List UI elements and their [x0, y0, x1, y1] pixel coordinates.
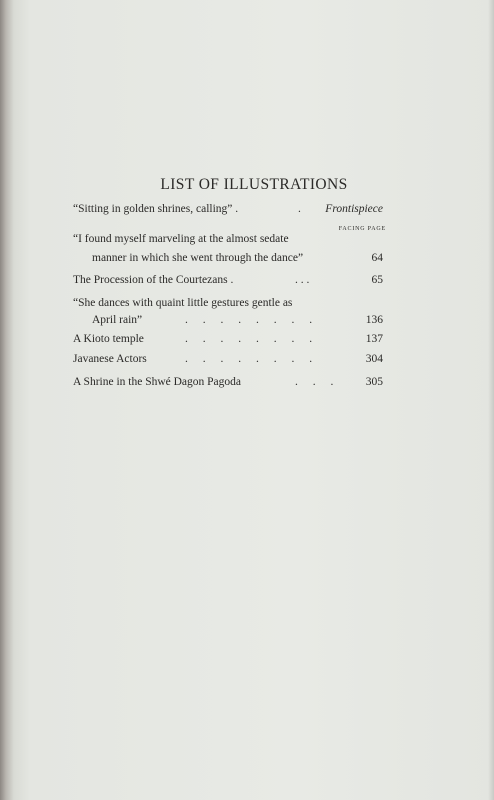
entry-dots: . . . . . . . .	[185, 353, 313, 365]
entry-caption: A Kioto temple	[73, 333, 144, 345]
list-item	[73, 374, 383, 391]
entry-page: 137	[365, 333, 383, 345]
list-item	[73, 295, 383, 312]
entry-caption-continued: April rain”	[92, 314, 143, 326]
entry-caption: Javanese Actors	[73, 353, 147, 365]
entry-caption: “Sitting in golden shrines, calling” .	[73, 203, 239, 215]
entry-page: 305	[365, 376, 383, 388]
entry-page: 304	[365, 353, 383, 365]
list-item-continuation	[73, 312, 383, 329]
entry-page: 136	[365, 314, 383, 326]
entry-caption: The Procession of the Courtezans .	[73, 274, 234, 286]
entry-page: 65	[371, 274, 383, 286]
entry-page: Frontispiece	[325, 203, 383, 215]
entry-caption: “She dances with quaint little gestures gentle as	[73, 297, 293, 309]
entry-caption: A Shrine in the Shwé Dagon Pagoda	[73, 376, 242, 388]
entry-dots: .	[298, 203, 301, 215]
facing-page-label: FACING PAGE	[338, 226, 386, 232]
entry-dots: . . .	[295, 376, 334, 388]
entry-page: 64	[371, 252, 383, 264]
list-item	[73, 331, 383, 348]
list-item	[73, 201, 383, 218]
list-item: The Procession of the Courtezans . . . . 65	[73, 272, 383, 289]
list-item	[73, 231, 383, 248]
page-title: LIST OF ILLUSTRATIONS	[160, 176, 348, 193]
entry-caption-continued: manner in which she went through the dance”	[92, 252, 304, 264]
list-item-continuation	[73, 250, 383, 267]
entry-dots: . . . . . . . .	[185, 333, 313, 345]
entry-dots: . . . . . . . .	[185, 314, 313, 326]
list-item	[73, 351, 383, 368]
entry-caption: “I found myself marveling at the almost sedate	[73, 233, 289, 245]
